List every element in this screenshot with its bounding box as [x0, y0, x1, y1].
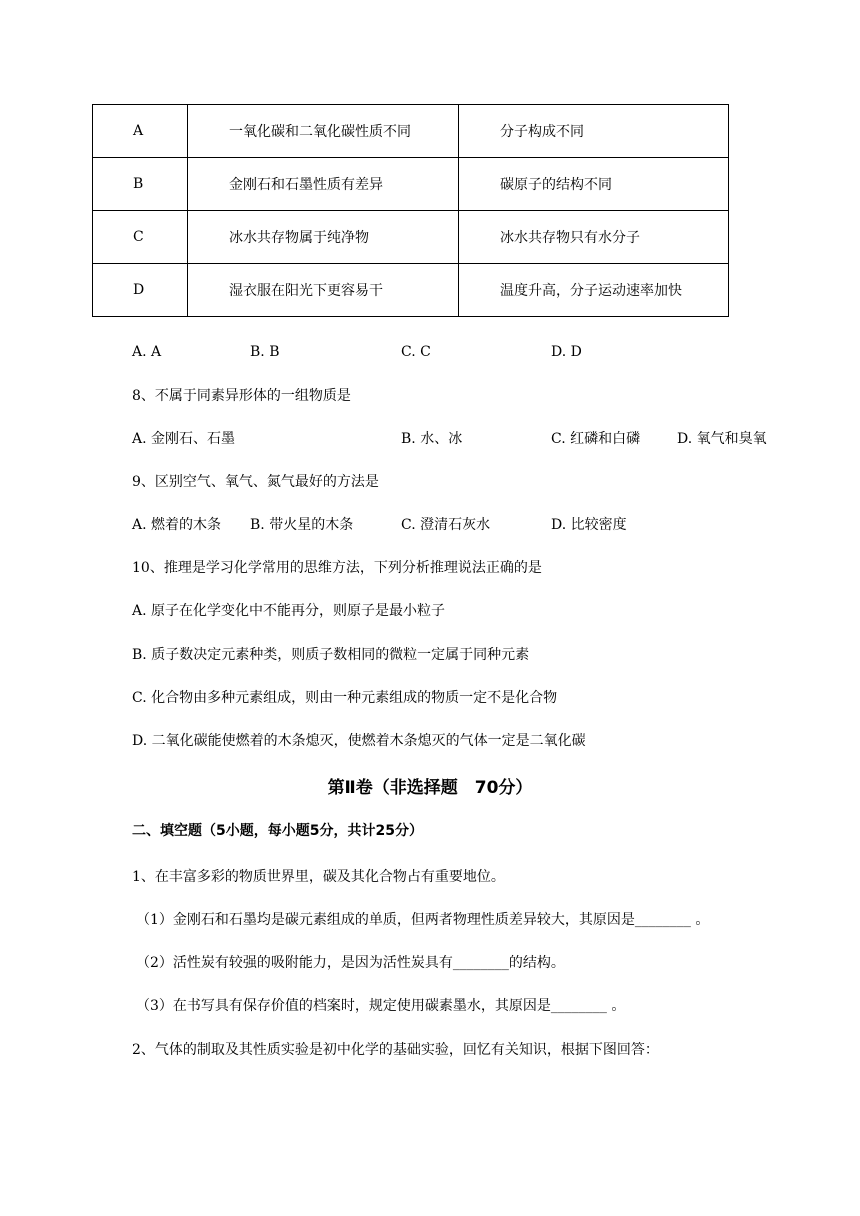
q10-option-b: B. 质子数决定元素种类，则质子数相同的微粒一定属于同种元素 — [132, 647, 530, 663]
row-letter: D — [93, 264, 188, 317]
row-phenomenon: 冰水共存物属于纯净物 — [188, 211, 459, 264]
fill2-stem: 2、气体的制取及其性质实验是初中化学的基础实验，回忆有关知识，根据下图回答： — [132, 1042, 659, 1058]
fill1-part-1: （1）金刚石和石墨均是碳元素组成的单质，但两者物理性质差异较大，其原因是________ 。 — [136, 912, 710, 928]
table-row — [93, 264, 729, 317]
fill1-part-3: （3）在书写具有保存价值的档案时，规定使用碳素墨水，其原因是________ 。 — [136, 998, 626, 1014]
q8-option-b: B. 水、冰 — [401, 431, 463, 447]
q7-option-a: A. A — [132, 344, 162, 360]
q10-stem: 10、推理是学习化学常用的思维方法，下列分析推理说法正确的是 — [132, 560, 542, 576]
q9-option-d: D. 比较密度 — [551, 517, 627, 533]
q8-stem: 8、不属于同素异形体的一组物质是 — [132, 388, 351, 404]
q9-stem: 9、区别空气、氧气、氮气最好的方法是 — [132, 474, 379, 490]
fill1-stem: 1、在丰富多彩的物质世界里，碳及其化合物占有重要地位。 — [132, 869, 505, 885]
comparison-table — [92, 104, 729, 317]
q8-option-c: C. 红磷和白磷 — [551, 431, 641, 447]
q10-option-d: D. 二氧化碳能使燃着的木条熄灭，使燃着木条熄灭的气体一定是二氧化碳 — [132, 733, 586, 749]
row-phenomenon: 湿衣服在阳光下更容易干 — [188, 264, 459, 317]
row-explanation: 冰水共存物只有水分子 — [459, 211, 729, 264]
q8-option-a: A. 金刚石、石墨 — [132, 431, 236, 447]
table-row — [93, 211, 729, 264]
q9-option-b: B. 带火星的木条 — [250, 517, 354, 533]
row-letter: C — [93, 211, 188, 264]
row-phenomenon: 一氧化碳和二氧化碳性质不同 — [188, 105, 459, 158]
row-explanation: 温度升高，分子运动速率加快 — [459, 264, 729, 317]
row-phenomenon: 金刚石和石墨性质有差异 — [188, 158, 459, 211]
section-title: 第Ⅱ卷（非选择题 70分） — [327, 778, 533, 798]
q9-option-a: A. 燃着的木条 — [132, 517, 222, 533]
table-row — [93, 158, 729, 211]
row-letter: A — [93, 105, 188, 158]
q9-option-c: C. 澄清石灰水 — [401, 517, 491, 533]
q10-option-c: C. 化合物由多种元素组成，则由一种元素组成的物质一定不是化合物 — [132, 690, 558, 706]
row-explanation: 分子构成不同 — [459, 105, 729, 158]
table-row — [93, 105, 729, 158]
q7-option-b: B. B — [250, 344, 280, 360]
row-letter: B — [93, 158, 188, 211]
q8-option-d: D. 氧气和臭氧 — [677, 431, 767, 447]
section-heading: 二、填空题（5小题，每小题5分，共计25分） — [132, 823, 423, 839]
q7-option-c: C. C — [401, 344, 431, 360]
row-explanation: 碳原子的结构不同 — [459, 158, 729, 211]
fill1-part-2: （2）活性炭有较强的吸附能力，是因为活性炭具有________的结构。 — [136, 955, 565, 971]
q10-option-a: A. 原子在化学变化中不能再分，则原子是最小粒子 — [132, 603, 446, 619]
q7-option-d: D. D — [551, 344, 582, 360]
